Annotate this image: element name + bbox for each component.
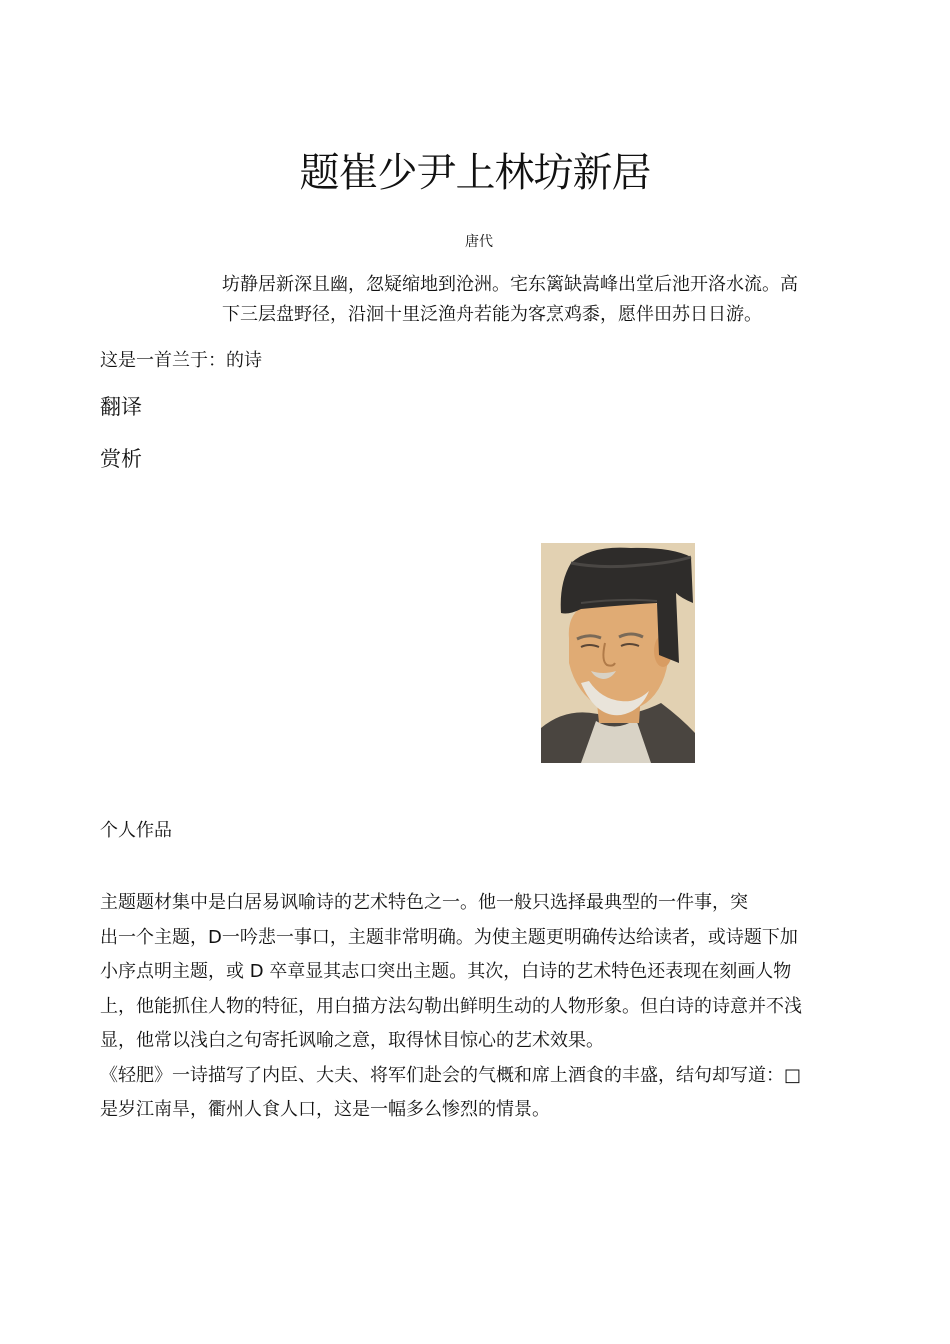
analysis-text [100, 886, 860, 1128]
poem-text [222, 270, 852, 330]
poet-portrait-icon [541, 543, 695, 763]
analysis-line: 显，他常以浅白之句寄托讽喻之意，取得怵目惊心的艺术效果。 [100, 1030, 604, 1051]
about-text: 这是一首兰于：的诗 [100, 350, 262, 371]
analysis-line: 出一个主题，D一吟悲一事口，主题非常明确。为使主题更明确传达给读者，或诗题下加 [100, 926, 798, 948]
poem-line: 坊静居新深且幽，忽疑缩地到沧洲。宅东篱缺嵩峰出堂后池开洛水流。高 [222, 274, 798, 295]
translation-heading: 翻译 [100, 395, 142, 419]
appreciation-heading: 赏析 [100, 447, 142, 471]
analysis-line: 小序点明主题，或 D 卒章显其志口突出主题。其次，白诗的艺术特色还表现在刻画人物 [100, 961, 792, 982]
poem-line: 下三层盘野径，沿洄十里泛渔舟若能为客烹鸡黍，愿伴田苏日日游。 [222, 304, 762, 325]
analysis-line: 主题题材集中是白居易讽喻诗的艺术特色之一。他一般只选择最典型的一件事，突 [100, 892, 748, 913]
dynasty-label: 唐代 [465, 234, 493, 250]
analysis-line: 是岁江南旱，衢州人食人口，这是一幅多么惨烈的情景。 [100, 1099, 550, 1120]
page-title: 题崔少尹上林坊新居 [299, 150, 651, 196]
analysis-line: 上，他能抓住人物的特征，用白描方法勾勒出鲜明生动的人物形象。但白诗的诗意并不浅 [100, 995, 802, 1017]
works-label: 个人作品 [100, 820, 172, 841]
analysis-line: 《轻肥》一诗描写了内臣、大夫、将军们赴会的气概和席上酒食的丰盛，结句却写道：□ [100, 1064, 802, 1086]
